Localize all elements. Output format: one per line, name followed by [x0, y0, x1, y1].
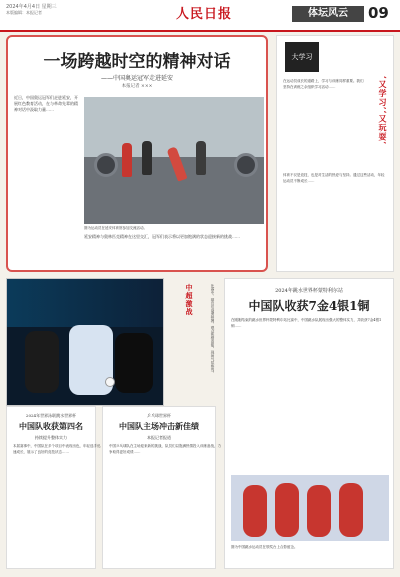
football-photo: [6, 278, 164, 406]
newspaper-logo: 人民日报: [176, 7, 233, 22]
page-date: 2024年4月4日 星期三: [6, 4, 57, 10]
side-bottom-text: 体育不仅是竞技，也是对生活的热爱与坚持。通过这些活动，年轻运动员不断成长……: [283, 173, 385, 183]
lead-footer-text: 延安精神与奥林匹克精神在这里交汇，冠军们表示将以更加饱满的状态迎接新的挑战……: [84, 234, 240, 239]
side-stamp: 大学习: [285, 42, 319, 72]
athlete-figure: [307, 485, 331, 537]
page-header: [0, 0, 400, 32]
lead-byline: 本报记者 ×××: [121, 84, 153, 89]
sports-label: 中超激战: [185, 284, 194, 316]
lead-photo: [84, 97, 264, 224]
bottom-mid-subhead: 本报记者报道: [147, 435, 171, 440]
weight-plate-icon: [94, 153, 118, 177]
side-column: [276, 35, 394, 272]
athlete-figure: [339, 483, 363, 537]
player-figure: [115, 333, 153, 393]
lead-photo-caption: 图为运动员在延安体育馆参加交流活动。: [84, 226, 147, 230]
diving-kicker: 2024年跳水世界杯蒙特利尔站: [275, 288, 343, 294]
bottom-mid-headline: 中国队主场冲击新佳绩: [119, 421, 199, 431]
diving-photo: [231, 475, 389, 541]
soccer-ball-icon: [105, 377, 115, 387]
page-meta: 本版编辑：本报记者: [6, 10, 42, 15]
bottom-mid-text: 中国乒乓球队在主场迎来新的挑战，队员们以饱满热情投入训练备战，力争取得更好成绩……: [109, 444, 221, 454]
diving-text: 在刚刚结束的跳水世界杯蒙特利尔站比赛中，中国跳水队展现出强大的整体实力，共收获7金4银1铜……: [231, 318, 382, 328]
page-number: 09: [368, 4, 389, 22]
diving-caption: 图为中国跳水运动员在领奖台上合影留念。: [231, 545, 298, 549]
lead-kicker: ——中国奥运冠军走进延安: [100, 75, 173, 82]
person-figure: [122, 143, 132, 177]
section-label: 体坛风云: [292, 6, 364, 22]
bottom-left-headline: 中国队收获第四名: [19, 421, 83, 431]
sports-vertical-text: 比赛中，球员们奋勇拼搏，观众热情高涨，现场气氛热烈。: [211, 284, 215, 375]
weight-plate-icon: [234, 153, 258, 177]
lead-article: [6, 35, 268, 272]
diving-headline: 中国队收获7金4银1铜: [248, 299, 370, 313]
player-figure: [25, 331, 59, 393]
diving-article: [224, 278, 394, 569]
athlete-figure: [275, 483, 299, 537]
lead-headline: 一场跨越时空的精神对话: [43, 52, 231, 72]
person-figure: [196, 141, 206, 175]
bottom-left-kicker: 2024年世界泳联跳水世界杯: [25, 413, 77, 418]
person-figure: [142, 141, 152, 175]
athlete-figure: [243, 485, 267, 537]
header-rule: [0, 30, 400, 32]
bottom-left-article: [6, 406, 101, 569]
bottom-mid-article: [102, 406, 221, 569]
stadium-background: [7, 279, 163, 327]
side-title: ‘又学习’‘又玩耍’: [378, 76, 388, 146]
side-text: 在运动员成长的道路上，学习与训练同样重要。我们坚持在训练之余组织学习活动……: [283, 79, 364, 89]
bottom-left-subhead: 持续提升整体实力: [35, 435, 67, 440]
lead-column-1: 近日，中国奥运冠军们走进延安，开展红色教育活动，在与革命先辈的精神对话中汲取力量……: [14, 95, 78, 112]
bottom-left-text: 本届赛事中，中国队在多个项目中表现出色，年轻选手迅速成长，展示了良好的竞技状态……: [13, 444, 101, 454]
bottom-mid-kicker: 乒乓球世界杯: [147, 413, 171, 418]
